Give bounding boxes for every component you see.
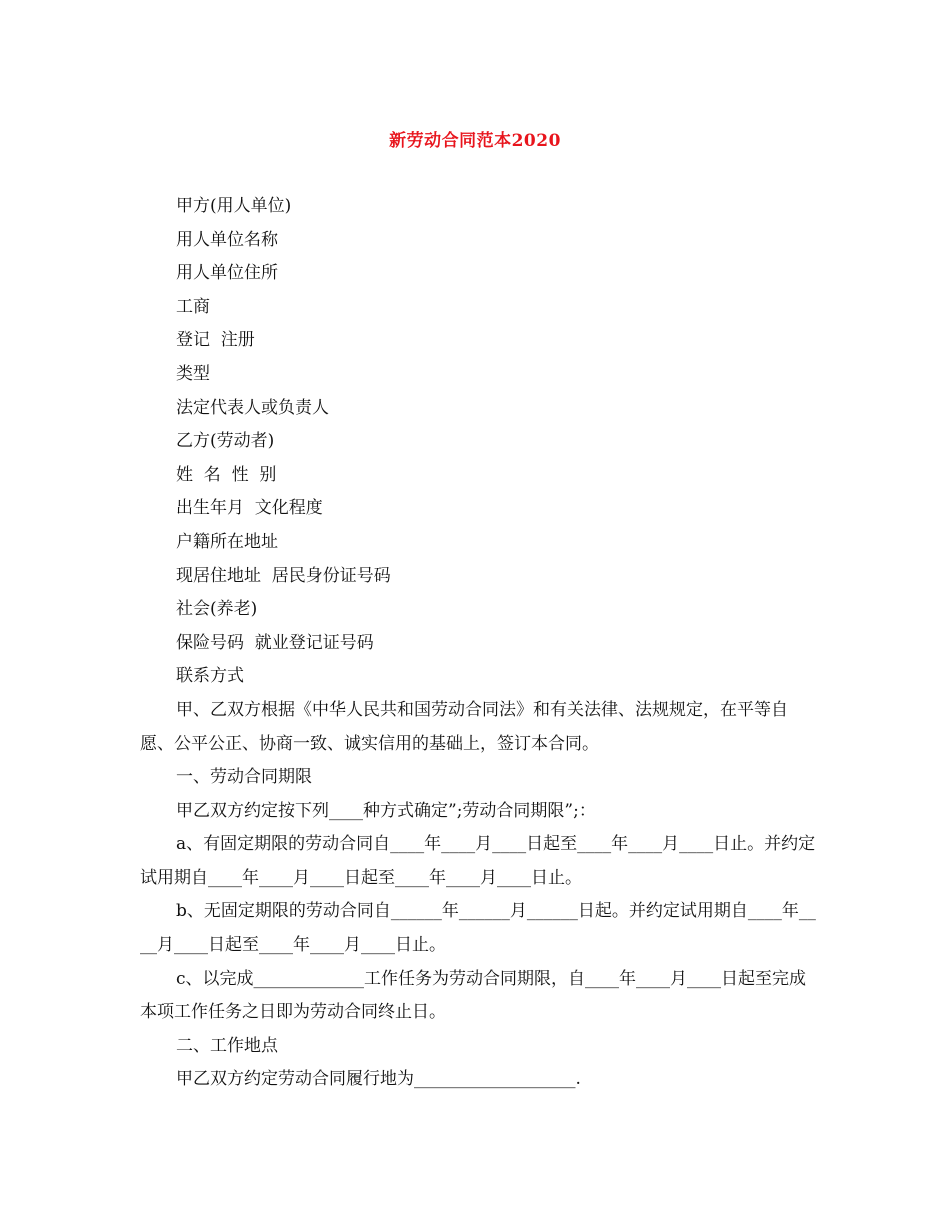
field-legal-representative: 法定代表人或负责人 <box>176 397 329 418</box>
section1-intro: 甲乙双方约定按下列____种方式确定”;劳动合同期限”;： <box>176 800 596 821</box>
section1-option-a: a、有固定期限的劳动合同自____年____月____日起至____年____月____日止。并约定试用期自____年____月____日起至____年____月____日止。 <box>140 834 816 888</box>
field-registration: 登记 注册 <box>176 330 255 351</box>
intro-paragraph: 甲、乙双方根据《中华人民共和国劳动合同法》和有关法律、法规规定，在平等自愿、公平公正、协商一致、诚实信用的基础上，签订本合同。 <box>140 699 788 754</box>
field-birth-education: 出生年月 文化程度 <box>176 498 323 519</box>
section2-text: 甲乙双方约定劳动合同履行地为___________________. <box>176 1069 581 1090</box>
document-title: 新劳动合同范本2020 <box>389 131 561 151</box>
field-party-a: 甲方(用人单位) <box>176 196 292 216</box>
field-social-insurance: 社会(养老) <box>176 599 258 620</box>
field-employer-name: 用人单位名称 <box>176 229 278 250</box>
field-household-address: 户籍所在地址 <box>176 531 278 552</box>
section1-heading: 一、劳动合同期限 <box>176 767 312 788</box>
field-contact: 联系方式 <box>176 666 244 687</box>
section1-option-b: b、无固定期限的劳动合同自______年______月______日起。并约定试用期自____年____月____日起至____年____月____日止。 <box>140 901 816 956</box>
field-name-gender: 姓 名 性 别 <box>176 464 277 485</box>
field-residence-id: 现居住地址 居民身份证号码 <box>176 565 391 586</box>
field-party-b: 乙方(劳动者) <box>176 431 275 452</box>
document-body <box>140 190 820 1097</box>
section2-heading: 二、工作地点 <box>176 1035 278 1056</box>
field-industry-commerce: 工商 <box>176 296 210 317</box>
section1-option-c: c、以完成_____________工作任务为劳动合同期限，自____年____月____日起至完成本项工作任务之日即为劳动合同终止日。 <box>140 968 807 1023</box>
field-insurance-employment-number: 保险号码 就业登记证号码 <box>176 632 374 653</box>
field-type: 类型 <box>176 363 210 384</box>
field-employer-address: 用人单位住所 <box>176 263 278 284</box>
